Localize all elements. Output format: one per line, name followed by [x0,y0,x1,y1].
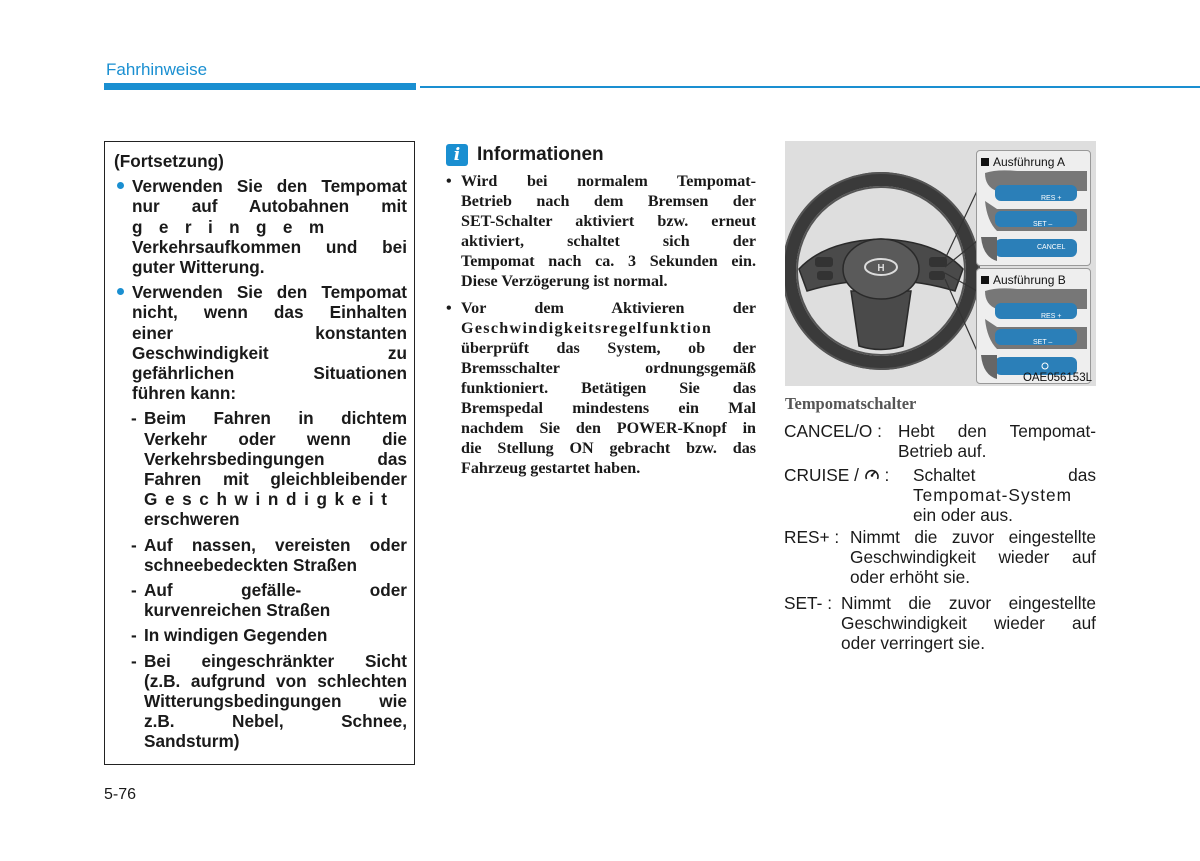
sub-item-line: Witterungsbedingungen wie [144,691,407,712]
inset-b-label: Ausführung B [981,273,1066,287]
definition-term: CRUISE / : [784,465,890,485]
definition-desc: Nimmt die zuvor eingestellte [841,593,1096,613]
bullet-line: führen kann: [132,383,237,404]
definition-desc: Geschwindigkeit wieder auf [841,613,1096,634]
info-line: aktiviert, schaltet sich der [461,233,756,251]
sub-item-line: Auf nassen, vereisten oder [144,534,407,555]
res-button-label: RES + [1041,313,1062,320]
info-line: die Stellung ON gebracht bzw. das [461,440,756,458]
sub-item-dash: - [131,408,137,429]
sub-item-line: erschweren [144,509,240,530]
switch-panel-a [977,151,1090,265]
info-header [446,144,604,166]
info-list [444,172,756,485]
definition-desc: oder verringert sie. [841,633,986,654]
info-line: funktioniert. Betätigen Sie das [461,379,756,397]
bullet-dot-icon [117,182,124,189]
sub-item-line: (z.B. aufgrund von schlechten [144,670,407,691]
switch-panel-b [977,269,1090,383]
warning-sub-item-3 [114,580,407,620]
sub-item-line: Sandsturm) [144,731,240,752]
header-rule-thin [420,86,1200,88]
bullet-line: nur auf Autobahnen mit [132,196,407,217]
header-rule-thick [104,83,416,90]
warning-sub-item-1 [114,408,407,529]
info-line: nachdem Sie den POWER-Knopf in [461,420,756,438]
sub-item-dash: - [131,580,137,601]
definition-term: CANCEL/O : [784,421,882,441]
definition-desc: Hebt den Tempomat- [898,421,1096,441]
definition-desc: oder erhöht sie. [850,567,971,588]
info-line: überprüft das System, ob der [461,339,756,357]
info-item-1 [444,172,756,293]
warning-box [104,141,415,765]
bullet-line: guter Witterung. [132,257,265,278]
info-line: Tempomat nach ca. 3 Sekunden ein. [461,253,756,271]
info-bullet: • [446,299,452,317]
steering-wheel-figure [785,141,1096,386]
warning-sub-item-2 [114,535,407,575]
sub-item-line: Auf gefälle- oder [144,580,407,601]
cruise-control-icon [864,467,880,483]
info-line: Diese Verzögerung ist normal. [461,273,668,291]
definition-desc: Betrieb auf. [898,441,987,462]
bullet-line: nicht, wenn das Einhalten [132,302,407,323]
definition-term: RES+ : [784,527,840,547]
warning-bullet-2 [114,282,407,403]
definition-cancel [784,421,1096,461]
definition-desc: Tempomat-System [913,485,1073,506]
info-line: SET-Schalter aktiviert bzw. erneut [461,213,756,231]
set-button-label: SET – [1033,221,1053,228]
warning-sub-item-4 [114,625,407,645]
inset-version-a [976,150,1091,266]
info-line: Geschwindigkeitsregelfunktion [461,319,713,337]
info-line: Bremspedal mindestens ein Mal [461,400,756,418]
sub-item-dash: - [131,650,137,671]
bullet-line: Verwenden Sie den Tempomat [132,282,407,303]
definition-desc: Nimmt die zuvor eingestellte [850,527,1096,547]
definition-desc: ein oder aus. [913,505,1013,526]
definition-desc: Schaltet das [913,465,1096,485]
cancel-button-label: CANCEL [1037,244,1066,251]
inset-a-label: Ausführung A [981,155,1065,169]
bullet-line: geringem [132,216,341,237]
inset-version-b [976,268,1091,384]
info-title: Informationen [477,144,604,165]
definition-desc: Geschwindigkeit wieder auf [850,547,1096,568]
sub-item-line: Beim Fahren in dichtem [144,408,407,429]
bullet-line: Verwenden Sie den Tempomat [132,176,407,197]
svg-text:H: H [877,263,885,274]
sub-item-dash: - [131,534,137,555]
warning-sub-item-5 [114,651,407,752]
info-line: Betrieb nach dem Bremsen der [461,193,756,211]
warning-bullet-1 [114,176,407,277]
sub-item-dash: - [131,625,137,646]
figure-caption: Tempomatschalter [785,394,917,413]
sub-item-line: z.B. Nebel, Schnee, [144,711,407,732]
info-line: Bremsschalter ordnungsgemäß [461,359,756,377]
definition-res [784,527,1096,588]
bullet-dot-icon [117,288,124,295]
info-line: Vor dem Aktivieren der [461,299,756,317]
bullet-line: gefährlichen Situationen [132,363,407,384]
bullet-line: Geschwindigkeit zu [132,342,407,363]
section-title: Fahrhinweise [106,60,208,79]
sub-item-line: schneebedeckten Straßen [144,554,358,575]
bullet-line: Verkehrsaufkommen und bei [132,236,407,257]
warning-heading: (Fortsetzung) [114,151,224,171]
page-number: 5-76 [104,786,137,803]
figure-code: OAE056153L [1022,372,1092,384]
info-bullet: • [446,173,452,190]
sub-item-line: Bei eingeschränkter Sicht [144,650,407,671]
definition-term: SET- : [784,593,833,613]
sub-item-line: Fahren mit gleichbleibender [144,469,407,490]
sub-item-line: Verkehrsbedingungen das [144,448,407,469]
res-button-label: RES + [1041,195,1062,202]
set-button-label: SET – [1033,339,1053,346]
definition-set [784,593,1096,654]
info-item-2 [444,299,756,480]
sub-item-line: kurvenreichen Straßen [144,600,331,621]
bullet-line: einer konstanten [132,322,407,343]
sub-item-line: In windigen Gegenden [144,625,328,646]
sub-item-line: Geschwindigkeit [144,489,395,510]
sub-item-line: Verkehr oder wenn die [144,428,407,449]
warning-content [114,151,407,752]
info-line: Wird bei normalem Tempomat- [461,173,756,190]
info-line: Fahrzeug gestartet haben. [461,460,641,478]
info-icon: i [446,144,468,166]
definition-cruise [784,465,1096,526]
